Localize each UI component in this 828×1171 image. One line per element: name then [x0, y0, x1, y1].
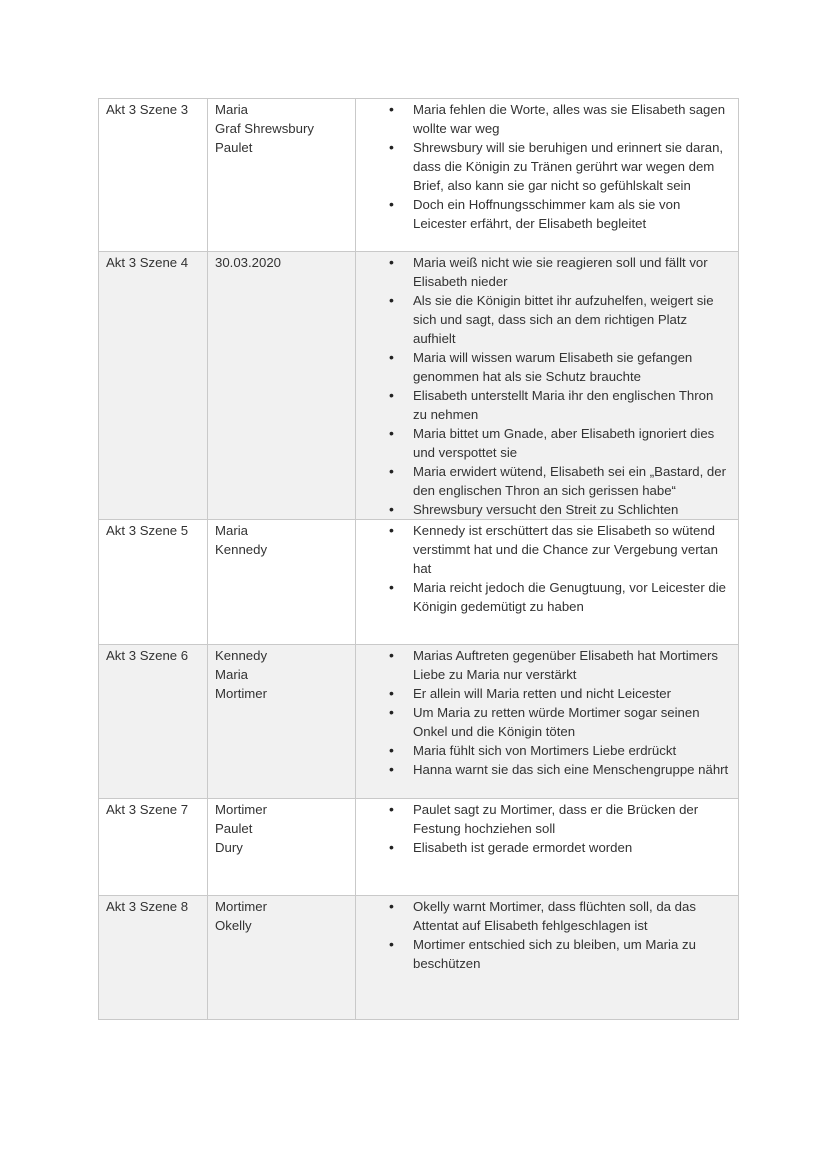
- scene-summary-table: [98, 98, 739, 1020]
- list-item: • Maria fühlt sich von Mortimers Liebe erdrückt: [413, 741, 731, 760]
- scene-date: 30.03.2020: [215, 255, 282, 270]
- notes-cell: [356, 645, 739, 799]
- table-row: [99, 252, 739, 520]
- table-row: [99, 645, 739, 799]
- list-item: • Maria fehlen die Worte, alles was sie Elisabeth sagen wollte war weg: [413, 100, 731, 138]
- list-item: • Okelly warnt Mortimer, dass flüchten soll, da das Attentat auf Elisabeth fehlgeschlagen ist: [413, 897, 731, 935]
- list-item: • Maria erwidert wütend, Elisabeth sei ein „Bastard, der den englischen Thron an sich gerissen habe“: [413, 462, 731, 500]
- table-row: [99, 520, 739, 645]
- table-row: [99, 896, 739, 1020]
- person-name: Mortimer: [215, 899, 268, 914]
- person-name: Maria: [215, 102, 248, 117]
- person-name: Maria: [215, 667, 248, 682]
- list-item: • Mortimer entschied sich zu bleiben, um Maria zu beschützen: [413, 935, 731, 973]
- list-item: • Maria reicht jedoch die Genugtuung, vor Leicester die Königin gedemütigt zu haben: [413, 578, 731, 616]
- person-name: Kennedy: [215, 648, 268, 663]
- person-name: Paulet: [215, 140, 253, 155]
- persons-cell: [208, 799, 356, 896]
- list-item: • Maria will wissen warum Elisabeth sie gefangen genommen hat als sie Schutz brauchte: [413, 348, 731, 386]
- table-row: [99, 799, 739, 896]
- persons-cell: [208, 896, 356, 1020]
- list-item: • Shrewsbury versucht den Streit zu Schlichten: [413, 500, 731, 519]
- notes-list: [363, 253, 731, 519]
- person-name: Kennedy: [215, 542, 268, 557]
- list-item: • Maria bittet um Gnade, aber Elisabeth ignoriert dies und verspottet sie: [413, 424, 731, 462]
- notes-list: [363, 100, 731, 233]
- notes-list: [363, 521, 731, 616]
- scene-cell: Akt 3 Szene 6: [99, 645, 208, 799]
- list-item: • Marias Auftreten gegenüber Elisabeth hat Mortimers Liebe zu Maria nur verstärkt: [413, 646, 731, 684]
- document-page: [98, 98, 738, 1020]
- person-name: Mortimer: [215, 802, 268, 817]
- list-item: • Hanna warnt sie das sich eine Menschengruppe nährt: [413, 760, 731, 779]
- notes-cell: [356, 252, 739, 520]
- list-item: • Um Maria zu retten würde Mortimer sogar seinen Onkel und die Königin töten: [413, 703, 731, 741]
- notes-list: [363, 897, 731, 973]
- scene-cell: Akt 3 Szene 3: [99, 99, 208, 252]
- person-name: Dury: [215, 840, 243, 855]
- notes-cell: [356, 896, 739, 1020]
- notes-cell: [356, 799, 739, 896]
- list-item: • Paulet sagt zu Mortimer, dass er die Brücken der Festung hochziehen soll: [413, 800, 731, 838]
- notes-cell: [356, 99, 739, 252]
- notes-cell: [356, 520, 739, 645]
- list-item: • Elisabeth unterstellt Maria ihr den englischen Thron zu nehmen: [413, 386, 731, 424]
- list-item: • Shrewsbury will sie beruhigen und erinnert sie daran, dass die Königin zu Tränen gerührt war wegen dem Brief, also kann sie gar nicht so gefühlskalt sein: [413, 138, 731, 195]
- scene-cell: Akt 3 Szene 8: [99, 896, 208, 1020]
- table-row: [99, 99, 739, 252]
- notes-list: [363, 800, 731, 857]
- person-name: Okelly: [215, 918, 252, 933]
- list-item: • Er allein will Maria retten und nicht Leicester: [413, 684, 731, 703]
- persons-cell: [208, 252, 356, 520]
- scene-cell: Akt 3 Szene 7: [99, 799, 208, 896]
- list-item: • Doch ein Hoffnungsschimmer kam als sie von Leicester erfährt, der Elisabeth begleitet: [413, 195, 731, 233]
- scene-cell: Akt 3 Szene 5: [99, 520, 208, 645]
- list-item: • Als sie die Königin bittet ihr aufzuhelfen, weigert sie sich und sagt, dass sich an dem richtigen Platz aufhielt: [413, 291, 731, 348]
- list-item: • Kennedy ist erschüttert das sie Elisabeth so wütend verstimmt hat und die Chance zur Vergebung vertan hat: [413, 521, 731, 578]
- persons-cell: [208, 520, 356, 645]
- list-item: • Elisabeth ist gerade ermordet worden: [413, 838, 731, 857]
- person-name: Maria: [215, 523, 248, 538]
- persons-cell: [208, 99, 356, 252]
- person-name: Mortimer: [215, 686, 268, 701]
- list-item: • Maria weiß nicht wie sie reagieren soll und fällt vor Elisabeth nieder: [413, 253, 731, 291]
- persons-cell: [208, 645, 356, 799]
- person-name: Graf Shrewsbury: [215, 121, 314, 136]
- notes-list: [363, 646, 731, 779]
- person-name: Paulet: [215, 821, 253, 836]
- scene-cell: Akt 3 Szene 4: [99, 252, 208, 520]
